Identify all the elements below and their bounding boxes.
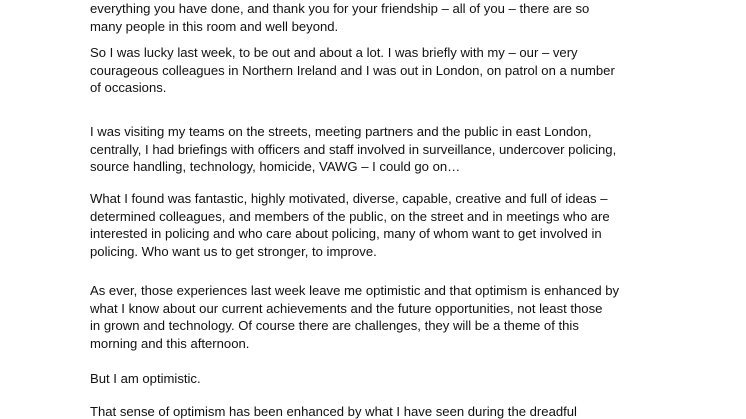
text-line: many people in this room and well beyond. [90,18,339,34]
paragraph-6 [90,370,690,388]
text-line: That sense of optimism has been enhanced by what I have seen during the dreadful [90,404,577,419]
text-line: What I found was fantastic, highly motivated, diverse, capable, creative and full of ideas – [90,191,608,206]
text-line: interested in policing and who care about policing, many of whom want to get involved in [90,226,602,242]
text-line: of occasions. [90,80,167,96]
text-line: I was visiting my teams on the streets, meeting partners and the public in east London, [90,124,592,139]
text-line: determined colleagues, and members of the public, on the street and in meetings who are [90,208,610,224]
paragraph-2 [90,44,690,97]
paragraph-5 [90,282,690,352]
text-line: everything you have done, and thank you for your friendship – all of you – there are so [90,1,590,16]
text-line: what I know about our current achievements and the future opportunities, not least those [90,300,603,316]
text-line: in grown and technology. Of course there are challenges, they will be a theme of this [90,318,579,334]
text-line: As ever, those experiences last week leave me optimistic and that optimism is enhanced by [90,283,620,298]
text-line: morning and this afternoon. [90,335,250,351]
paragraph-1 [90,0,690,35]
text-line: But I am optimistic. [90,371,201,386]
paragraph-4 [90,190,690,260]
text-line: So I was lucky last week, to be out and about a lot. I was briefly with my – our – very [90,45,578,60]
text-line: source handling, technology, homicide, VAWG – I could go on… [90,159,461,175]
paragraph-7 [90,403,690,419]
text-line: centrally, I had briefings with officers and staff involved in surveillance, undercover policing, [90,141,617,157]
paragraph-3 [90,123,690,176]
text-line: policing. Who want us to get stronger, to improve. [90,243,377,259]
text-line: courageous colleagues in Northern Ireland and I was out in London, on patrol on a number [90,62,615,78]
